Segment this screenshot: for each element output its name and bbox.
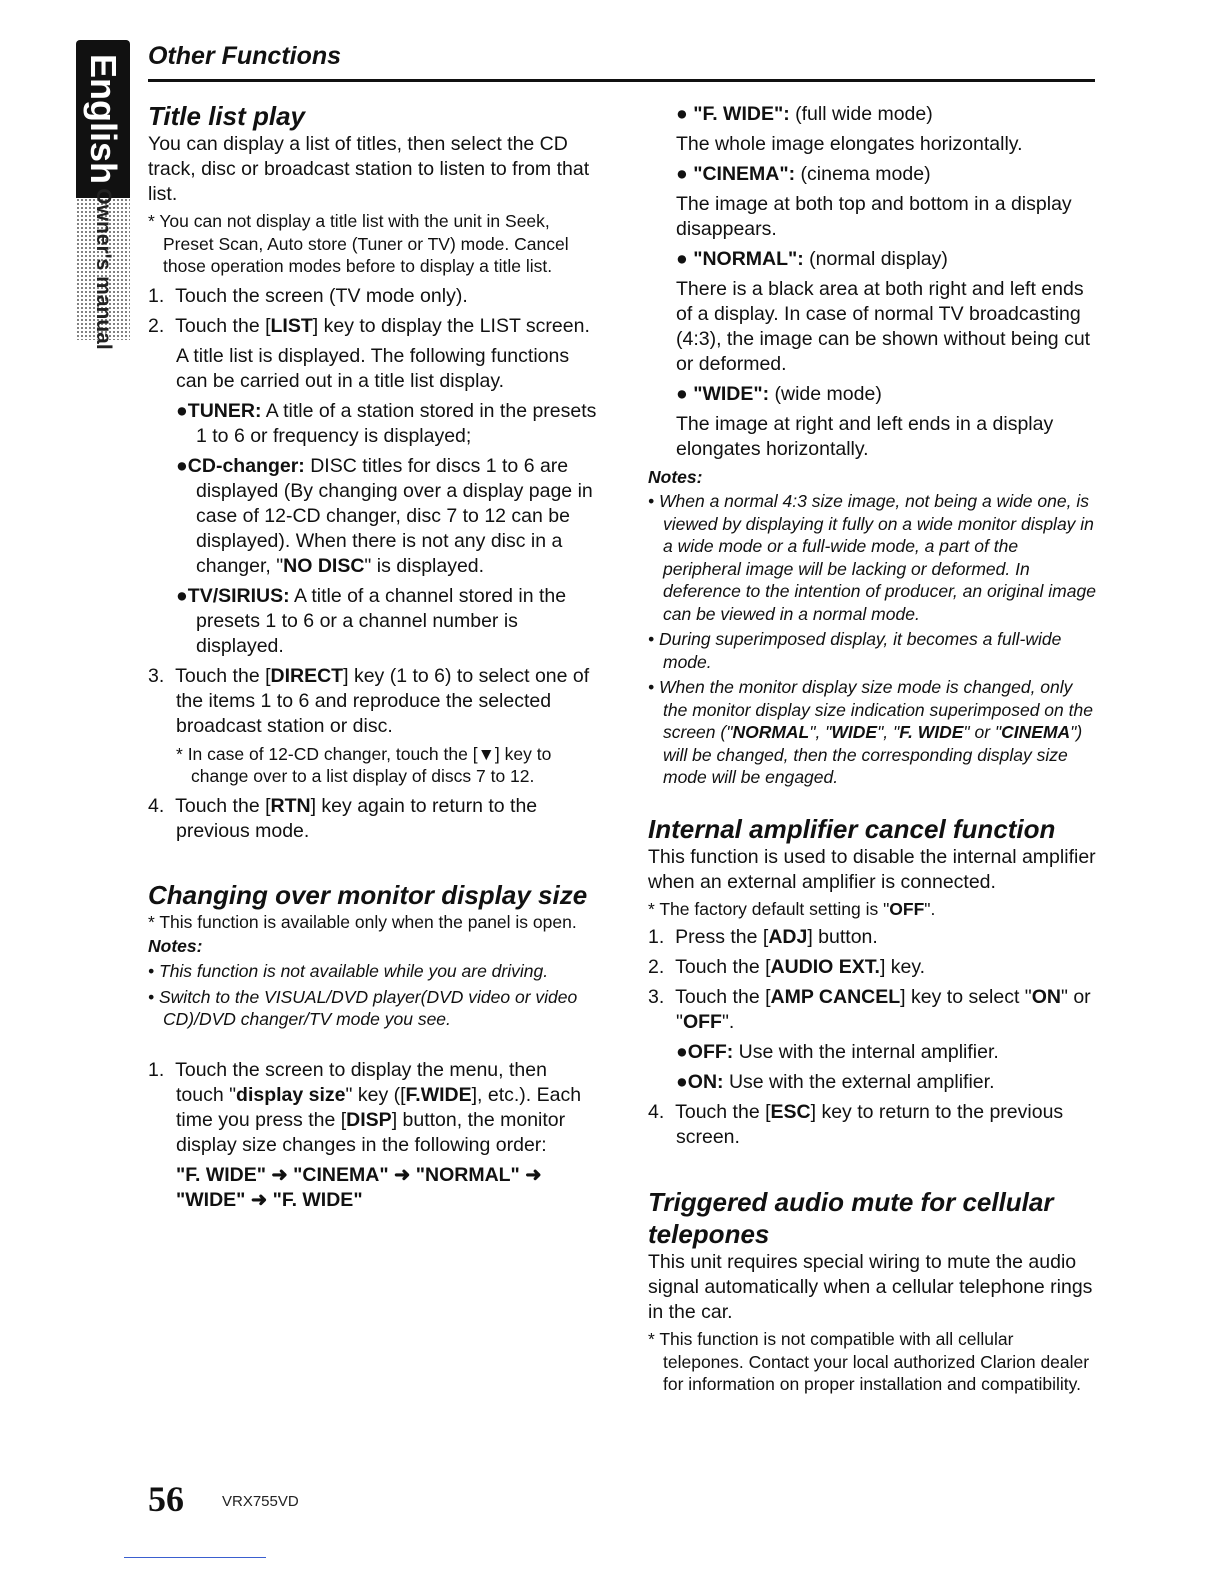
tv-sirius-item: ●TV/SIRIUS: A title of a channel stored in the presets 1 to 6 or a channel number is displayed. <box>176 584 567 657</box>
title-list-heading: Title list play <box>148 101 306 131</box>
sequence-line-1: "F. WIDE" ➜ "CINEMA" ➜ "NORMAL" ➜ <box>176 1163 542 1186</box>
cinema-desc: The image at both top and bottom in a display disappears. <box>676 193 1072 240</box>
model-number: VRX755VD <box>222 1493 299 1510</box>
fwide-item: ● "F. WIDE": (full wide mode) <box>676 103 933 125</box>
title-list-step-1: 1. Touch the screen (TV mode only). <box>148 284 468 307</box>
tuner-item: ●TUNER: A title of a station stored in the presets 1 to 6 or frequency is displayed; <box>176 399 597 447</box>
left-column <box>148 100 598 1213</box>
title-list-step-2: 2. Touch the [LIST] key to display the LIST screen. <box>148 314 590 337</box>
modes-notes-list <box>648 490 1098 789</box>
list-item: • When the monitor display size mode is changed, only the monitor display size indication superimposed on the screen ("NORMAL", "WIDE", "F. WIDE" or "CINEMA") will be changed, then the corresponding display size mode will be engaged. <box>648 677 1093 787</box>
header-rule <box>148 79 1095 82</box>
footer-rule <box>124 1557 266 1558</box>
cinema-item: ● "CINEMA": (cinema mode) <box>676 163 931 185</box>
manual-label: Owner's manual <box>92 188 115 350</box>
mute-heading: Triggered audio mute for cellular telepones <box>648 1187 1054 1249</box>
language-tab <box>76 40 130 198</box>
amp-note: * The factory default setting is "OFF". <box>648 898 936 919</box>
title-list-step-2-body: A title list is displayed. The following functions can be carried out in a title list display. <box>176 344 570 392</box>
section-header: Other Functions <box>148 42 342 70</box>
wide-item: ● "WIDE": (wide mode) <box>676 383 882 405</box>
normal-item: ● "NORMAL": (normal display) <box>676 248 948 270</box>
page-number: 56 <box>148 1479 184 1519</box>
fwide-desc: The whole image elongates horizontally. <box>676 133 1023 155</box>
monitor-heading: Changing over monitor display size <box>148 879 588 910</box>
wide-desc: The image at right and left ends in a display elongates horizontally. <box>676 413 1054 460</box>
title-list-step-3-note: * In case of 12-CD changer, touch the [▼] key to change over to a list display of discs 7 to 12. <box>176 743 552 786</box>
normal-desc: There is a black area at both right and left ends of a display. In case of normal TV broadcasting (4:3), the image can be shown without being cut or deformed. <box>676 278 1091 375</box>
amp-step-1: 1. Press the [ADJ] button. <box>648 926 878 948</box>
list-item: • During superimposed display, it becomes a full-wide mode. <box>648 629 1062 672</box>
title-list-note: * You can not display a title list with the unit in Seek, Preset Scan, Auto store (Tuner or TV) mode. Cancel those operation modes before to display a title list. <box>148 211 569 276</box>
monitor-notes-list <box>148 960 598 1031</box>
cd-changer-item: ●CD-changer: DISC titles for discs 1 to 6 are displayed (By changing over a display page in case of 12-CD changer, disc 7 to 12 can be displayed). When there is not any disc in a changer, "NO DISC" is displayed. <box>176 454 593 577</box>
amp-intro: This function is used to disable the internal amplifier when an external amplifier is connected. <box>648 845 1096 893</box>
monitor-note: * This function is available only when the panel is open. <box>148 911 577 932</box>
monitor-step-1: 1. Touch the screen to display the menu, then touch "display size" key ([F.WIDE], etc.). Each time you press the [DISP] button, the monitor display size changes in the following order: <box>148 1058 582 1156</box>
amp-on-item: ●ON: Use with the external amplifier. <box>676 1071 995 1093</box>
manual-tab <box>76 188 130 350</box>
amp-step-4: 4. Touch the [ESC] key to return to the previous screen. <box>648 1101 1064 1148</box>
amp-off-item: ●OFF: Use with the internal amplifier. <box>676 1041 999 1063</box>
list-item: • This function is not available while you are driving. <box>148 961 549 981</box>
mute-intro: This unit requires special wiring to mute the audio signal automatically when a cellular telephone rings in the car. <box>648 1251 1093 1323</box>
sequence-line-2: "WIDE" ➜ "F. WIDE" <box>176 1188 363 1211</box>
title-list-step-4: 4. Touch the [RTN] key again to return to the previous mode. <box>148 794 538 842</box>
language-label: English <box>83 53 124 185</box>
title-list-intro: You can display a list of titles, then select the CD track, disc or broadcast station to listen to from that list. <box>148 133 590 205</box>
list-item: • Switch to the VISUAL/DVD player(DVD video or video CD)/DVD changer/TV mode you see. <box>148 986 578 1029</box>
amp-step-3: 3. Touch the [AMP CANCEL] key to select "ON" or "OFF". <box>648 986 1091 1033</box>
list-item: • When a normal 4:3 size image, not being a wide one, is viewed by displaying it fully on a wide monitor display in a wide mode or a full-wide mode, a part of the peripheral image will be lacking or deformed. In deference to the intention of producer, an original image can be viewed in a normal mode. <box>648 491 1096 624</box>
title-list-step-3: 3. Touch the [DIRECT] key (1 to 6) to select one of the items 1 to 6 and reproduce the selected broadcast station or disc. <box>148 664 590 737</box>
mute-note: * This function is not compatible with all cellular telepones. Contact your local authorized Clarion dealer for information on proper installation and compatibility. <box>648 1329 1090 1394</box>
language-side-tab <box>76 40 130 350</box>
amp-heading: Internal amplifier cancel function <box>648 813 1056 844</box>
right-column <box>648 102 1098 1396</box>
display-size-sequence <box>176 1163 598 1213</box>
amp-step-2: 2. Touch the [AUDIO EXT.] key. <box>648 956 926 978</box>
monitor-notes-title: Notes: <box>148 936 203 956</box>
modes-notes-title: Notes: <box>648 467 703 487</box>
